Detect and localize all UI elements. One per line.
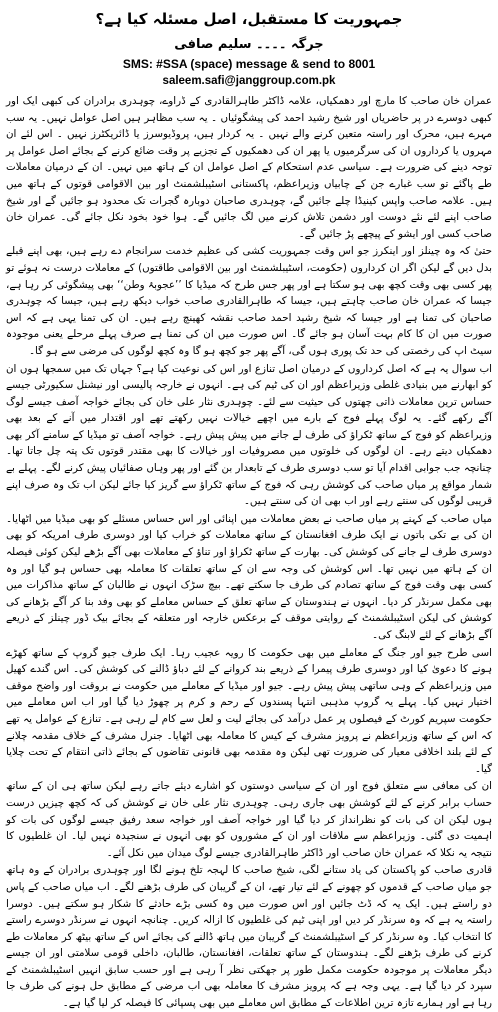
article-paragraph: حتیٰ کہ وہ چینلز اور اینکرز جو اس وقت جمہوریت کشی کی عظیم خدمت سرانجام دے رہے ہیں، بھی اپنے قبلے بدل دیں گے لیکن اگر ان کرداروں (حکومت، اسٹیبلشمنٹ اور بین الاقوامی طاقتوں) کے معاملات درست نہ ہوئے تو پھر کسی بھی وقت کچھ بھی ہو سکتا ہے اور پھر جس طرح کہ میڈیا کا ’’عجوبۂ وطن‘‘ بھی پیشگوئی کر رہا ہے، جیسا کہ عمران خان صاحب چاہتے ہیں، جیسا کہ طاہرالقادری صاحب خواب دیکھ رہے ہیں، جیسا کہ چوہدری صاحبان کی تمنا ہے اور جیسا کہ شیخ رشید احمد صاحب نقشہ کھینچ رہے ہیں۔ ان کی تمنا یہی ہے کہ اس صورت میں ان کا کام بہت آسان ہو جائے گا۔ اس صورت میں ان کی تمنا ہے صرف پہلے مرحلے یعنی موجودہ سیٹ اپ کی رخصتی کی حد تک پوری ہوں گی، آگے پھر جو کچھ ہو گا وہ کچھ لوگوں کی مرضی سے ہو گا۔ xyxy=(6,245,492,357)
author-email: saleem.safi@janggroup.com.pk xyxy=(162,75,336,87)
sms-contact: SMS: #SSA (space) message & send to 8001 xyxy=(122,57,376,71)
article-paragraph: ان کی معافی سے متعلق فوج اور ان کے سیاسی دوستوں کو اشارے دیئے جاتے رہے لیکن ساتھ ہی ان کے ساتھ حساب برابر کرنے کے لئے کوشش بھی جاری رہی۔ چوہدری نثار علی خان نے کوشش کی کہ کچھ چیزیں درست ہوں لیکن ان کی بات کو نظرانداز کر دیا گیا اور خواجہ آصف اور خواجہ سعد رفیق جیسے لوگوں کی بات کو اہمیت دی گئی۔ وزیراعظم سے ملاقات اور ان کے مشوروں کو بھی انہوں نے سنجیدہ نہیں لیا۔ ان غلطیوں کا نتیجہ یہ نکلا کہ عمران خان صاحب اور ڈاکٹر طاہرالقادری جیسے لوگ میدان میں نکل آئے۔ xyxy=(6,780,492,859)
article-paragraph: اسی طرح جیو اور جنگ کے معاملے میں بھی حکومت کا رویہ عجیب رہا۔ ایک طرف جیو گروپ کے ساتھ کھڑے ہونے کا دعویٰ کیا اور دوسری طرف پیمرا کے ذریعے بند کروانے کے لئے دباؤ ڈالنے کی کوشش کی۔ اس گندے کھیل میں وزیراعظم کے وہی ساتھی پیش پیش رہے۔ جیو اور میڈیا کے معاملے میں حکومت نے بروقت اور واضح موقف اختیار نہیں کیا۔ پہلے یہ گروپ مذہبی انتہا پسندوں کے رحم و کرم پر چھوڑ دیا گیا اور اب اس معاملے میں حکومت سپریم کورٹ کے فیصلوں پر عمل درآمد کی بجائے لیت و لعل سے کام لے رہی ہے۔ تنازع کے عوامل یہ تھے کہ اس کے ساتھ وزیراعظم نے پرویز مشرف کے کیس کا معاملہ بھی اٹھایا۔ جنرل مشرف کے خلاف مقدمہ چلانے کے لئے بلند اخلاقی معیار کی ضرورت تھی لیکن وہ مقدمہ بھی قانونی تقاضوں کے بجائے ذاتی انتقام کے تحت چلایا گیا۔ xyxy=(6,646,492,775)
article-paragraph: اب سوال یہ ہے کہ اصل کرداروں کے درمیان اصل تنازع اور اس کی نوعیت کیا ہے؟ جہاں تک میں سمجھا ہوں ان کو ابھارنے میں بنیادی غلطی وزیراعظم اور ان کی ٹیم کی ہے۔ انہوں نے خارجہ پالیسی اور نیشنل سکیورٹی جیسے حساس ترین معاملات ذاتی چھتوں کی حیثیت سے لئے۔ چوہدری نثار علی خان کی بجائے خواجہ آصف جیسے لوگ آگے رکھے گئے۔ یہ لوگ پہلے فوج کے بارے میں اچھے خیالات نہیں رکھتے تھے اور اقتدار میں آنے کے بعد بھی وزیراعظم کو فوج کے ساتھ ٹکراؤ کی طرف لے جانے میں پیش پیش رہے۔ خواجہ آصف تو میڈیا کے سامنے آکر بھی دھمکیاں دیتے رہے۔ ان لوگوں کی خلوتوں میں مصروفیات اور خیالات کا بھی مقتدر قوتوں تک پتہ چل جاتا تھا۔ چنانچہ جب جوابی اقدام آیا تو سب دوسری طرف کے تابعدار بن گئے اور پھر وہاں صفائیاں پیش کرنے لگے۔ پہلے بے شمار مواقع پر میاں صاحب کی کوشش رہی کہ فوج کے ساتھ ٹکراؤ سے گریز کیا جائے لیکن اب تک وہ صرف اپنے قریبی لوگوں کی سنتے رہے اور اب بھی ان کی سنتے ہیں۔ xyxy=(6,362,492,508)
article-paragraph: قادری صاحب کو پاکستان کی یاد ستانے لگی، شیخ صاحب کا لہجہ تلخ ہونے لگا اور چوہدری برادران کے وہ ہاتھ جو میاں صاحب کے قدموں کو چھونے کے لئے تیار تھے، ان کے گریبان کی طرف بڑھنے لگے۔ اب میاں صاحب کے پاس دو راستے ہیں۔ ایک یہ کہ ڈٹ جائیں اور اس صورت میں وہ کسی بڑے حادثے کا شکار ہو سکتے ہیں۔ دوسرا راستہ یہ ہے کہ وہ سرنڈر کر دیں اور اپنی ٹیم کی غلطیوں کا ازالہ کریں۔ چنانچہ انہوں نے سرنڈر دوسرے راستے کا انتخاب کیا۔ وہ سرنڈر کر کے اسٹیبلشمنٹ کے گریبان میں ہاتھ ڈالنے کی بجائے اس کے ساتھ بیٹھ کر معاملات طے کرنے کی طرف بڑھنے لگے۔ ہندوستان کے ساتھ تعلقات، افغانستان، طالبان، داخلی قومی سلامتی اور ان جیسے دیگر معاملات پر موجودہ حکومت مکمل طور پر جھکتی نظر آ رہی ہے اور حسب سابق انہیں اسٹیبلشمنٹ کے سپرد کر دیا گیا ہے۔ یہی وجہ ہے کہ پرویز مشرف کا معاملہ بھی اب مرضی کے مطابق حل ہونے کی طرف جا رہا ہے اور ہمارے تازہ ترین اطلاعات کے مطابق اس معاملے میں بھی پسپائی کا فیصلہ کر لیا گیا ہے۔ xyxy=(6,864,492,1010)
byline: جرگہ ۔۔۔۔ سلیم صافی xyxy=(174,37,324,52)
headline: جمہوریت کا مستقبل، اصل مسئلہ کیا ہے؟ xyxy=(95,10,403,28)
article-body xyxy=(6,93,492,1010)
article-paragraph: عمران خان صاحب کا مارچ اور دھمکیاں، علامہ ڈاکٹر طاہرالقادری کے ڈراوے، چوہدری برادران کی کبھی ایک اور کبھی دوسرے در پر حاضریاں اور شیخ رشید احمد کی پیشگوئیاں ۔ یہ سب مظاہر ہیں اصل عوامل نہیں۔ یہ سب مہرے ہیں، محرک اور راستہ متعین کرنے والے نہیں ۔ یہ کردار ہیں، پروڈیوسرز یا ڈائریکٹرز نہیں ۔ اس لئے ان مہروں یا کرداروں ان کی سرگرمیوں یا پھر ان کی دھمکیوں کے تجزیے پر وقت ضائع کرنے کے بجائے اصل عوامل پر توجہ دینے کی ضرورت ہے۔ سیاسی عدم استحکام کے اصل عوامل ان کے ہاتھ میں نہیں۔ ان کے درمیان معاملات طے پاگئے تو سب غبارے جن کے چابیاں وزیراعظم، پاکستانی اسٹیبلشمنٹ اور بین الاقوامی قوتوں کے ہاتھ میں ہیں۔ علامہ صاحب واپس کینیڈا چلے جائیں گے، چوہدری صاحبان دوبارہ گجرات تک محدود ہو جائیں گے اور شیخ صاحب اپنے لئے نئے دوست اور دشمن تلاش کرنے میں لگ جائیں گے۔ ہوا خود بخود نکل جائے گی۔ عمران خان صاحب کسی اور ایشو کے پیچھے پڑ جائیں گے۔ xyxy=(6,95,492,240)
article-paragraph: میاں صاحب کے کہنے پر میاں صاحب نے بعض معاملات میں اپنائی اور اس حساس مسئلے کو بھی میڈیا میں اٹھایا۔ ان کی بے تکی باتوں نے ایک طرف افغانستان کے ساتھ معاملات کو خراب کیا اور دوسری طرف امریکہ کو بھی دوسری طرف لے جانے کی کوشش کی۔ بھارت کے ساتھ ٹکراؤ اور تناؤ کے معاملات بھی آگے بڑھے لیکن کوئی فیصلہ ان کے ہاتھ میں نہیں تھا۔ اس کوشش کی وجہ سے ان کے ساتھ تعلقات کا معاملہ بھی حساس ہو گیا اور وہ کسی بھی وقت فوج کے ساتھ تصادم کی طرف جا سکتے تھے۔ بیچ سڑک انہوں نے طالبان کے ساتھ مذاکرات میں بھی مکمل سرنڈر کر دیا۔ انہوں نے ہندوستان کے ساتھ تعلق کے حساس معاملے کو بھی وفد بنا کر آگے بڑھانے کی کوشش کی لیکن اسٹیبلشمنٹ کے روایتی موقف کے برعکس خارجہ اور متعلقہ کے بجائے بیک ڈور چینلز کے ذریعے آگے بڑھانے کے لئے لابنگ کی۔ xyxy=(6,512,492,641)
